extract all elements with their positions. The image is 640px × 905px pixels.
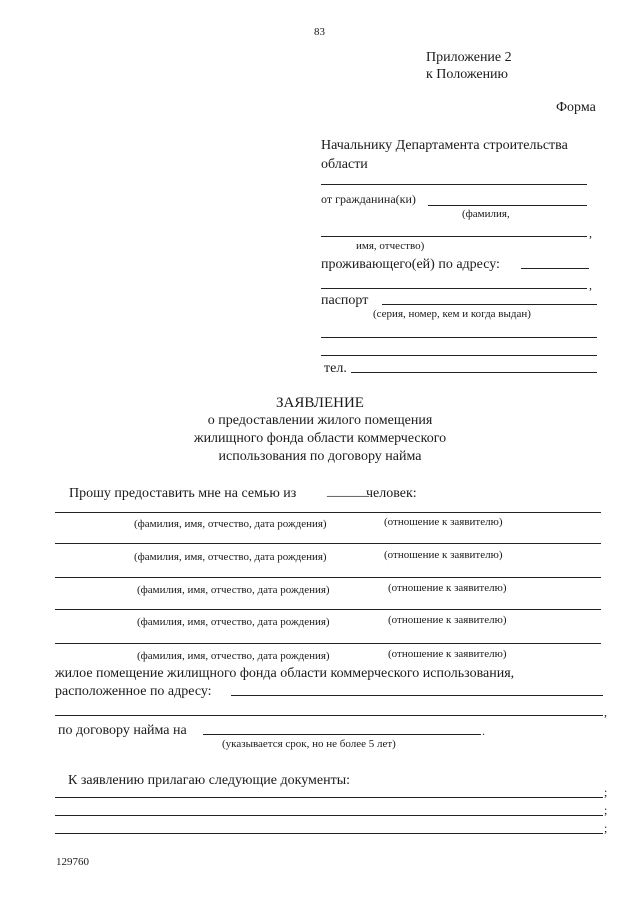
family-member-hint: (фамилия, имя, отчество, дата рождения) <box>134 518 327 530</box>
family-member-line <box>55 609 601 610</box>
comma-mark: , <box>589 226 592 240</box>
family-member-line <box>55 543 601 544</box>
citizen-blank-line <box>428 205 587 206</box>
form-label: Форма <box>556 100 596 115</box>
page-number: 83 <box>314 26 325 38</box>
statement-subtitle-1: о предоставлении жилого помещения <box>207 413 433 428</box>
attachment-line <box>55 833 603 834</box>
location-blank-line-2 <box>55 715 603 716</box>
from-citizen-label: от гражданина(ки) <box>321 192 416 206</box>
persons-label: человек: <box>366 486 417 501</box>
semicolon-mark: ; <box>604 803 608 817</box>
family-member-hint: (фамилия, имя, отчество, дата рождения) <box>134 551 327 563</box>
surname-hint: (фамилия, <box>462 208 510 220</box>
family-member-line <box>55 643 601 644</box>
family-count-blank: ______ <box>327 484 369 499</box>
comma-mark: , <box>589 278 592 292</box>
attachment-line <box>55 797 603 798</box>
passport-blank-line-3 <box>321 355 597 356</box>
document-code: 129760 <box>56 856 89 868</box>
residing-label: проживающего(ей) по адресу: <box>321 257 500 272</box>
location-blank-line <box>231 695 603 696</box>
relation-hint: (отношение к заявителю) <box>388 582 507 594</box>
relation-hint: (отношение к заявителю) <box>384 516 503 528</box>
statement-title: ЗАЯВЛЕНИЕ <box>276 395 364 411</box>
addressee-title: Начальнику Департамента строительства <box>321 138 568 153</box>
passport-label: паспорт <box>321 293 369 308</box>
semicolon-mark: ; <box>604 821 608 835</box>
name-blank-line <box>321 236 587 237</box>
semicolon-mark: ; <box>604 785 608 799</box>
phone-label: тел. <box>324 361 347 376</box>
addressee-region: области <box>321 157 368 172</box>
appendix-reference: к Положению <box>426 67 509 82</box>
family-member-line <box>55 512 601 513</box>
passport-hint: (серия, номер, кем и когда выдан) <box>373 308 531 320</box>
request-intro: Прошу предоставить мне на семью из <box>69 486 297 501</box>
address-blank-line <box>521 268 589 269</box>
statement-subtitle-3: использования по договору найма <box>218 449 422 464</box>
contract-label: по договору найма на <box>58 723 187 738</box>
comma-mark: , <box>604 705 607 719</box>
relation-hint: (отношение к заявителю) <box>388 614 507 626</box>
contract-term-blank <box>203 734 481 735</box>
family-member-line <box>55 577 601 578</box>
relation-hint: (отношение к заявителю) <box>388 648 507 660</box>
appendix-title: Приложение 2 <box>426 50 512 65</box>
family-member-hint: (фамилия, имя, отчество, дата рождения) <box>137 616 330 628</box>
located-at-label: расположенное по адресу: <box>55 684 212 699</box>
phone-blank-line <box>351 372 597 373</box>
relation-hint: (отношение к заявителю) <box>384 549 503 561</box>
contract-term-hint: (указывается срок, но не более 5 лет) <box>222 738 396 750</box>
passport-blank-line <box>382 304 597 305</box>
premises-text: жилое помещение жилищного фонда области коммерческого использования, <box>55 666 515 681</box>
statement-subtitle-2: жилищного фонда области коммерческого <box>193 431 447 446</box>
family-member-hint: (фамилия, имя, отчество, дата рождения) <box>137 650 330 662</box>
period-mark: . <box>482 724 485 738</box>
addressee-blank-line <box>321 184 587 185</box>
attachment-line <box>55 815 603 816</box>
family-member-hint: (фамилия, имя, отчество, дата рождения) <box>137 584 330 596</box>
attachments-intro: К заявлению прилагаю следующие документы: <box>68 773 351 788</box>
passport-blank-line-2 <box>321 337 597 338</box>
address-blank-line-2 <box>321 288 587 289</box>
name-hint: имя, отчество) <box>356 240 425 252</box>
